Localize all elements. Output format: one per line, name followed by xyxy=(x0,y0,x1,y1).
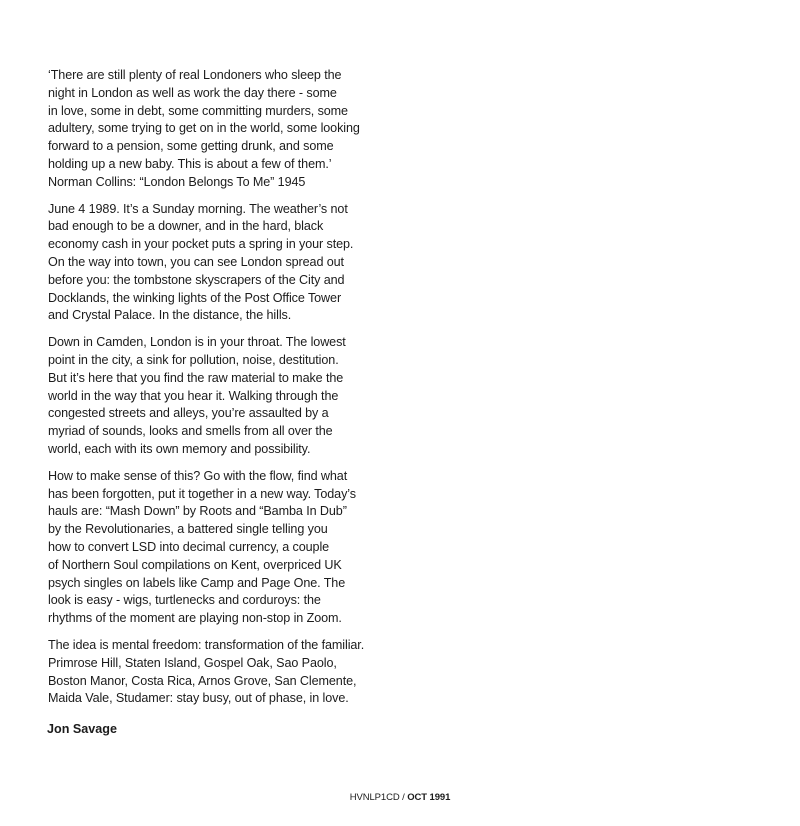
text-line: myriad of sounds, looks and smells from all over the xyxy=(48,424,333,439)
paragraph-freedom xyxy=(48,637,393,708)
release-date: OCT 1991 xyxy=(407,792,451,803)
text-line: The idea is mental freedom: transformation of the familiar. xyxy=(48,637,365,652)
catalog-number: HVNLP1CD xyxy=(349,792,400,803)
text-line: Maida Vale, Studamer: stay busy, out of phase, in love. xyxy=(48,691,349,706)
paragraph-sense xyxy=(48,468,393,628)
text-line: how to convert LSD into decimal currency, a couple xyxy=(48,539,330,554)
text-line: Docklands, the winking lights of the Post Office Tower xyxy=(48,290,342,305)
text-line: psych singles on labels like Camp and Page One. The xyxy=(48,575,346,590)
text-line: has been forgotten, put it together in a new way. Today’s xyxy=(48,486,356,501)
text-line: congested streets and alleys, you’re assaulted by a xyxy=(48,406,329,421)
text-line: by the Revolutionaries, a battered single telling you xyxy=(48,522,328,537)
text-line: June 4 1989. It’s a Sunday morning. The weather’s not xyxy=(48,201,348,216)
body-text xyxy=(48,67,393,717)
text-line: night in London as well as work the day there - some xyxy=(48,85,337,100)
text-line: adultery, some trying to get on in the world, some looking xyxy=(48,121,360,136)
footer-credit xyxy=(0,792,800,804)
text-line: rhythms of the moment are playing non-stop in Zoom. xyxy=(48,611,342,626)
text-line: But it’s here that you find the raw material to make the xyxy=(48,370,344,385)
text-line: Down in Camden, London is in your throat. The lowest xyxy=(48,335,346,350)
text-line: forward to a pension, some getting drunk, and some xyxy=(48,139,334,154)
text-line: before you: the tombstone skyscrapers of the City and xyxy=(48,272,345,287)
paragraph-camden xyxy=(48,334,393,459)
text-line: world in the way that you hear it. Walking through the xyxy=(48,388,339,403)
text-line: point in the city, a sink for pollution, noise, destitution. xyxy=(48,352,339,367)
footer-separator: / xyxy=(399,792,408,803)
text-line: in love, some in debt, some committing murders, some xyxy=(48,103,348,118)
author-signature: Jon Savage xyxy=(47,722,117,736)
text-line: How to make sense of this? Go with the flow, find what xyxy=(48,468,348,483)
text-line: holding up a new baby. This is about a few of them.’ xyxy=(48,156,332,171)
text-line: world, each with its own memory and possibility. xyxy=(48,441,311,456)
paragraph-quote xyxy=(48,67,393,192)
text-line: Boston Manor, Costa Rica, Arnos Grove, San Clemente, xyxy=(48,673,357,688)
text-line: look is easy - wigs, turtlenecks and corduroys: the xyxy=(48,593,321,608)
text-line: ‘There are still plenty of real Londoners who sleep the xyxy=(48,68,342,82)
text-line: hauls are: “Mash Down” by Roots and “Bamba In Dub” xyxy=(48,504,347,519)
text-line: Norman Collins: “London Belongs To Me” 1945 xyxy=(48,174,306,189)
text-line: economy cash in your pocket puts a spring in your step. xyxy=(48,237,354,252)
text-line: On the way into town, you can see London spread out xyxy=(48,254,344,269)
paragraph-june xyxy=(48,201,393,326)
text-line: bad enough to be a downer, and in the hard, black xyxy=(48,219,324,234)
text-line: of Northern Soul compilations on Kent, overpriced UK xyxy=(48,557,342,572)
text-line: Primrose Hill, Staten Island, Gospel Oak, Sao Paolo, xyxy=(48,655,337,670)
text-line: and Crystal Palace. In the distance, the hills. xyxy=(48,308,292,323)
